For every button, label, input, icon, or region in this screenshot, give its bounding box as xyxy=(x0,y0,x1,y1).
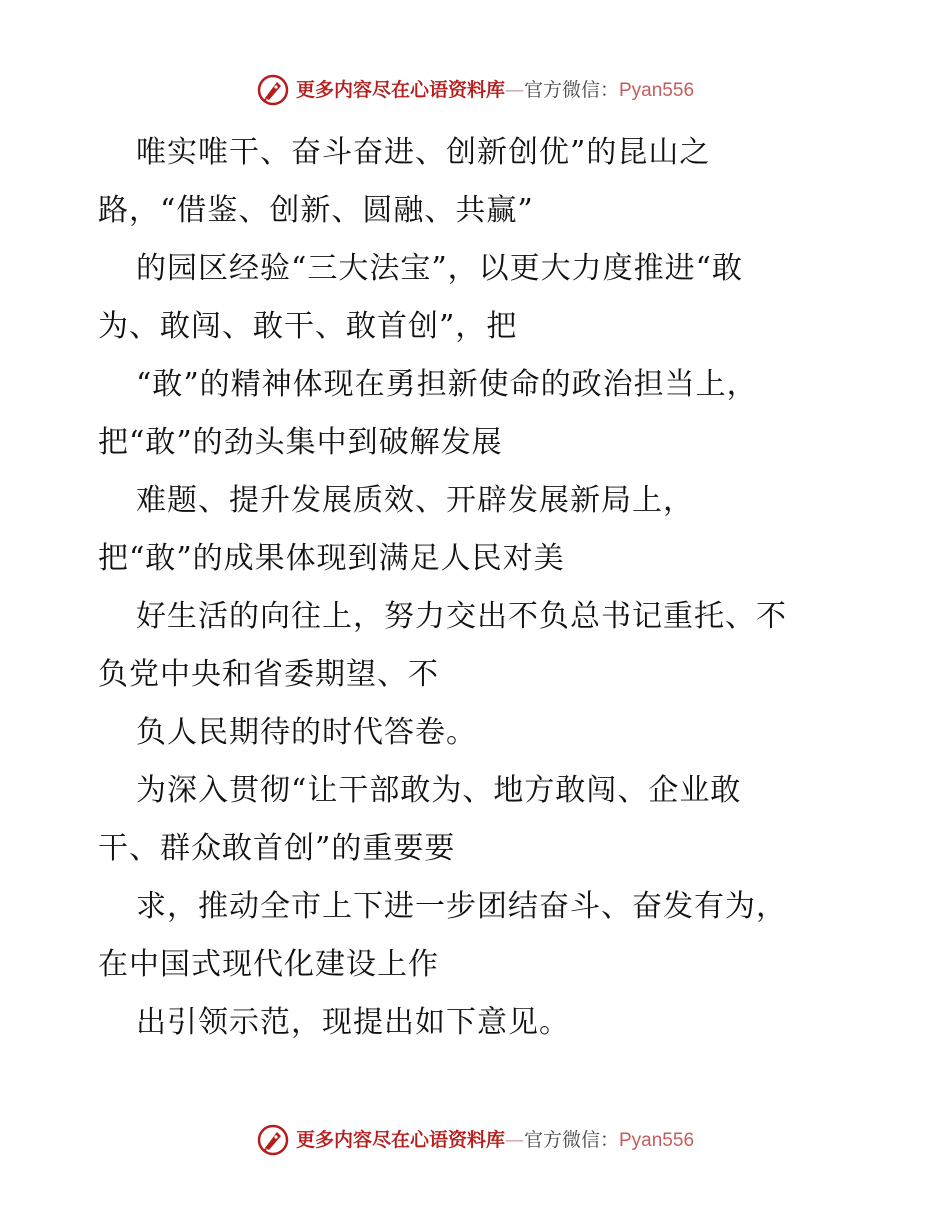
body-line: 为深入贯彻“让干部敢为、地方敢闯、企业敢 xyxy=(136,773,742,808)
body-line: 在中国式现代化建设上作 xyxy=(98,947,439,982)
pen-nib-logo-icon xyxy=(256,1123,290,1157)
body-line: 把“敢”的劲头集中到破解发展 xyxy=(98,425,503,460)
document-body xyxy=(98,124,918,1052)
body-line: 负党中央和省委期望、不 xyxy=(98,657,439,692)
body-line: 为、敢闯、敢干、敢首创”，把 xyxy=(98,309,518,344)
body-line: 难题、提升发展质效、开辟发展新局上， xyxy=(136,483,694,518)
watermark-label: 官方微信： xyxy=(523,78,619,101)
watermark-dash: — xyxy=(504,78,524,101)
body-line: 好生活的向往上，努力交出不负总书记重托、不 xyxy=(136,599,787,634)
watermark-main-text: 更多内容尽在心语资料库 xyxy=(295,1128,505,1151)
body-line: 唯实唯干、奋斗奋进、创新创优”的昆山之 xyxy=(136,135,711,170)
watermark-main-text: 更多内容尽在心语资料库 xyxy=(295,78,505,101)
header-watermark xyxy=(0,70,950,110)
watermark-wechat-id: Pyan556 xyxy=(619,79,695,101)
watermark-dash: — xyxy=(504,1128,524,1151)
body-line: 负人民期待的时代答卷。 xyxy=(136,715,477,750)
footer-watermark xyxy=(0,1120,950,1160)
body-line: 路，“借鉴、创新、圆融、共赢” xyxy=(98,193,534,228)
body-line: 求，推动全市上下进一步团结奋斗、奋发有为， xyxy=(136,889,787,924)
body-line: 的园区经验“三大法宝”，以更大力度推进“敢 xyxy=(136,251,744,286)
watermark-label: 官方微信： xyxy=(523,1128,619,1151)
body-line: 出引领示范，现提出如下意见。 xyxy=(136,1005,570,1040)
pen-nib-logo-icon xyxy=(256,73,290,107)
body-line: 把“敢”的成果体现到满足人民对美 xyxy=(98,541,565,576)
body-line: 干、群众敢首创”的重要要 xyxy=(98,831,456,866)
watermark-wechat-id: Pyan556 xyxy=(619,1129,695,1151)
body-line: “敢”的精神体现在勇担新使命的政治担当上， xyxy=(136,367,758,402)
